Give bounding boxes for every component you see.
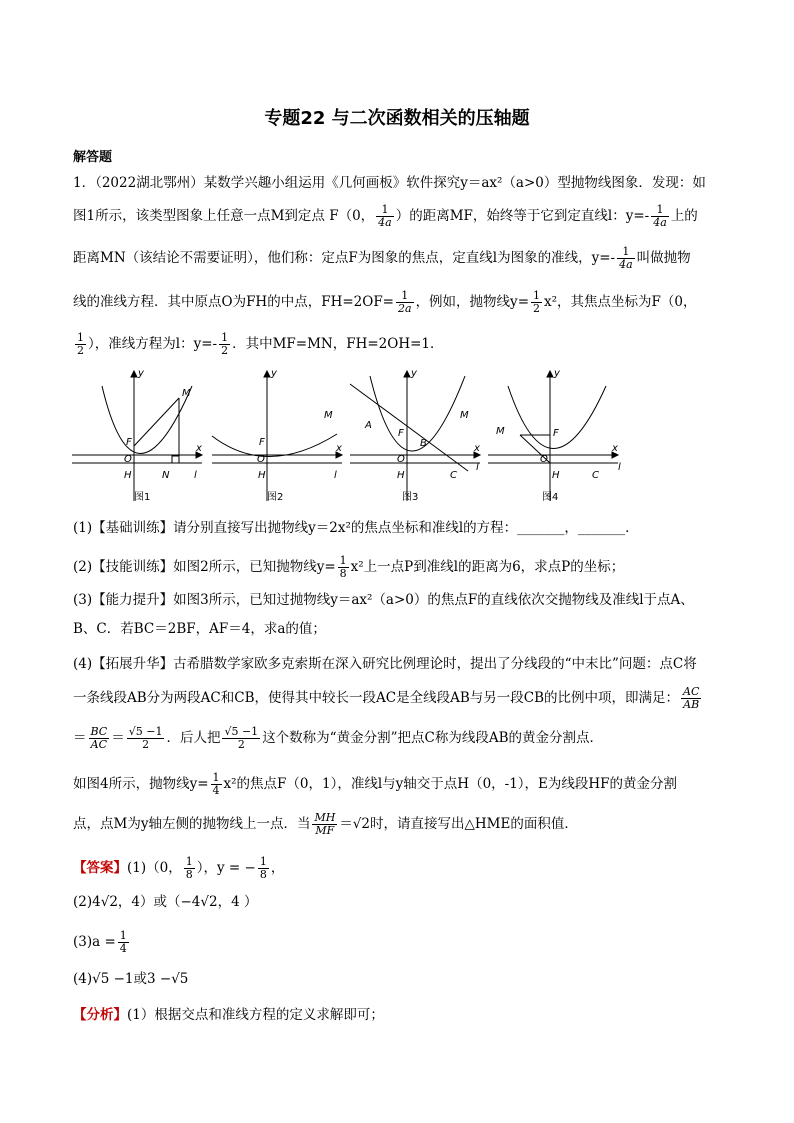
svg-text:l: l xyxy=(334,470,337,481)
svg-text:x: x xyxy=(474,443,480,454)
problem-line-1: 1．（2022湖北鄂州）某数学兴趣小组运用《几何画板》软件探究y＝ax²（a>0）型抛物线图象．发现：如 xyxy=(73,175,706,191)
figure-2 xyxy=(212,371,342,501)
svg-text:C: C xyxy=(450,470,457,481)
section-heading: 解答题 xyxy=(73,150,113,165)
fraction: $\frac{1}{2}$ xyxy=(221,331,229,357)
analysis: 【分析】(1）根据交点和准线方程的定义求解即可； xyxy=(73,1007,384,1023)
question-2: (2)【技能训练】如图2所示，已知抛物线y= $\frac{1}{8}$ x²上一点P到准线l的距离为6，求点P的坐标； xyxy=(73,554,625,580)
svg-text:F: F xyxy=(259,437,265,448)
problem-line-3: 距离MN（该结论不需要证明），他们称：定点F为图象的焦点，定直线l为图象的准线，y=- $\frac{1}{4a}$ 叫做抛物 xyxy=(73,245,691,271)
page-title: 专题22 与二次函数相关的压轴题 xyxy=(264,108,530,129)
figure-caption: 图3 xyxy=(402,492,419,503)
fraction: $\frac{1}{4a}$ xyxy=(619,245,633,271)
svg-text:M: M xyxy=(182,388,191,399)
fraction: $\frac{1}{2a}$ xyxy=(398,289,412,315)
svg-text:F: F xyxy=(398,428,404,439)
question-1: (1)【基础训练】请分别直接写出抛物线y＝2x²的焦点坐标和准线l的方程：_______，_______． xyxy=(73,520,639,536)
question-4-line-5: 点，点M为y轴左侧的抛物线上一点．当 $\frac{MH}{MF}$ ＝√2时，请直接写出△HME的面积值． xyxy=(73,811,578,837)
svg-text:A: A xyxy=(365,420,372,431)
problem-line-4: 线的准线方程．其中原点O为FH的中点，FH=2OF= $\frac{1}{2a}$ ，例如，抛物线y= $\frac{1}{2}$ x²，其焦点坐标为F（0， xyxy=(73,289,697,315)
question-4-line-1: (4)【拓展升华】古希腊数学家欧多克索斯在深入研究比例理论时，提出了分线段的“中末比”问题：点C将 xyxy=(73,656,697,672)
svg-text:l: l xyxy=(476,462,479,473)
svg-text:y: y xyxy=(411,368,417,379)
svg-text:x: x xyxy=(336,443,342,454)
svg-text:O: O xyxy=(257,454,265,465)
svg-text:O: O xyxy=(540,454,548,465)
svg-text:l: l xyxy=(194,470,197,481)
svg-text:x: x xyxy=(612,443,618,454)
figure-caption: 图1 xyxy=(134,492,151,503)
svg-text:M: M xyxy=(496,426,505,437)
svg-text:B: B xyxy=(420,438,427,449)
svg-text:x: x xyxy=(196,443,202,454)
answer-2: (2)4√2，4）或（−4√2，4 ） xyxy=(73,894,258,910)
figure-caption: 图2 xyxy=(267,492,284,503)
fraction: $\frac{1}{2}$ xyxy=(77,331,84,357)
svg-text:H: H xyxy=(258,470,266,481)
svg-text:N: N xyxy=(162,470,170,481)
figure-3 xyxy=(350,371,480,501)
question-3-line-2: B、C．若BC＝2BF，AF＝4，求a的值； xyxy=(73,621,326,637)
fraction: $\frac{1}{2}$ xyxy=(533,289,541,315)
question-4-line-4: 如图4所示，抛物线y= $\frac{1}{4}$ x²的焦点F（0，1），准线l与y轴交于点H（0，-1），E为线段HF的黄金分割 xyxy=(73,771,678,797)
question-3-line-1: (3)【能力提升】如图3所示，已知过抛物线y＝ax²（a>0）的焦点F的直线依次交抛物线及准线l于点A、 xyxy=(73,592,694,608)
figures-row xyxy=(72,366,632,506)
svg-text:M: M xyxy=(460,410,469,421)
svg-text:F: F xyxy=(553,428,559,439)
svg-text:H: H xyxy=(397,470,405,481)
svg-text:y: y xyxy=(554,368,560,379)
answer-1: 【答案】(1)（0， $\frac{1}{8}$ ），y = − $\frac{1}{8}$ ， xyxy=(73,855,285,881)
svg-text:O: O xyxy=(397,454,405,465)
fraction: $\frac{1}{4a}$ xyxy=(378,203,392,229)
svg-text:H: H xyxy=(552,470,560,481)
svg-text:H: H xyxy=(124,470,132,481)
svg-text:C: C xyxy=(592,470,599,481)
problem-line-5: $\frac{1}{2}$ ），准线方程为l：y=- $\frac{1}{2}$ ．其中MF=MN，FH=2OH=1． xyxy=(77,331,444,357)
svg-text:y: y xyxy=(271,368,277,379)
problem-line-2: 图1所示，该类型图象上任意一点M到定点 F（0， $\frac{1}{4a}$ ）的距离MF，始终等于它到定直线l：y=- $\frac{1}{4a}$ 上的 xyxy=(73,203,698,229)
svg-text:l: l xyxy=(618,462,621,473)
svg-text:M: M xyxy=(324,410,333,421)
answer-3: (3)a = $\frac{1}{4}$ xyxy=(73,929,127,955)
question-4-line-3: ＝ $\frac{BC}{AC}$ ＝ $\frac{√5 -1}{2}$ ．后人把 $\frac{√5 -1}{2}$ 这个数称为“黄金分割”把点C称为线段AB的黄金分割点． xyxy=(73,725,603,751)
svg-text:F: F xyxy=(126,437,132,448)
svg-text:O: O xyxy=(124,454,132,465)
answer-4: (4)√5 −1或3 −√5 xyxy=(73,971,189,987)
question-4-line-2: 一条线段AB分为两段AC和CB，使得其中较长一段AC是全线段AB与另一段CB的比例中项，即满足： $\frac{AC}{AB}$ xyxy=(73,685,700,711)
fraction: $\frac{1}{4a}$ xyxy=(653,203,667,229)
figure-label: y xyxy=(138,368,144,379)
figure-caption: 图4 xyxy=(542,492,559,503)
